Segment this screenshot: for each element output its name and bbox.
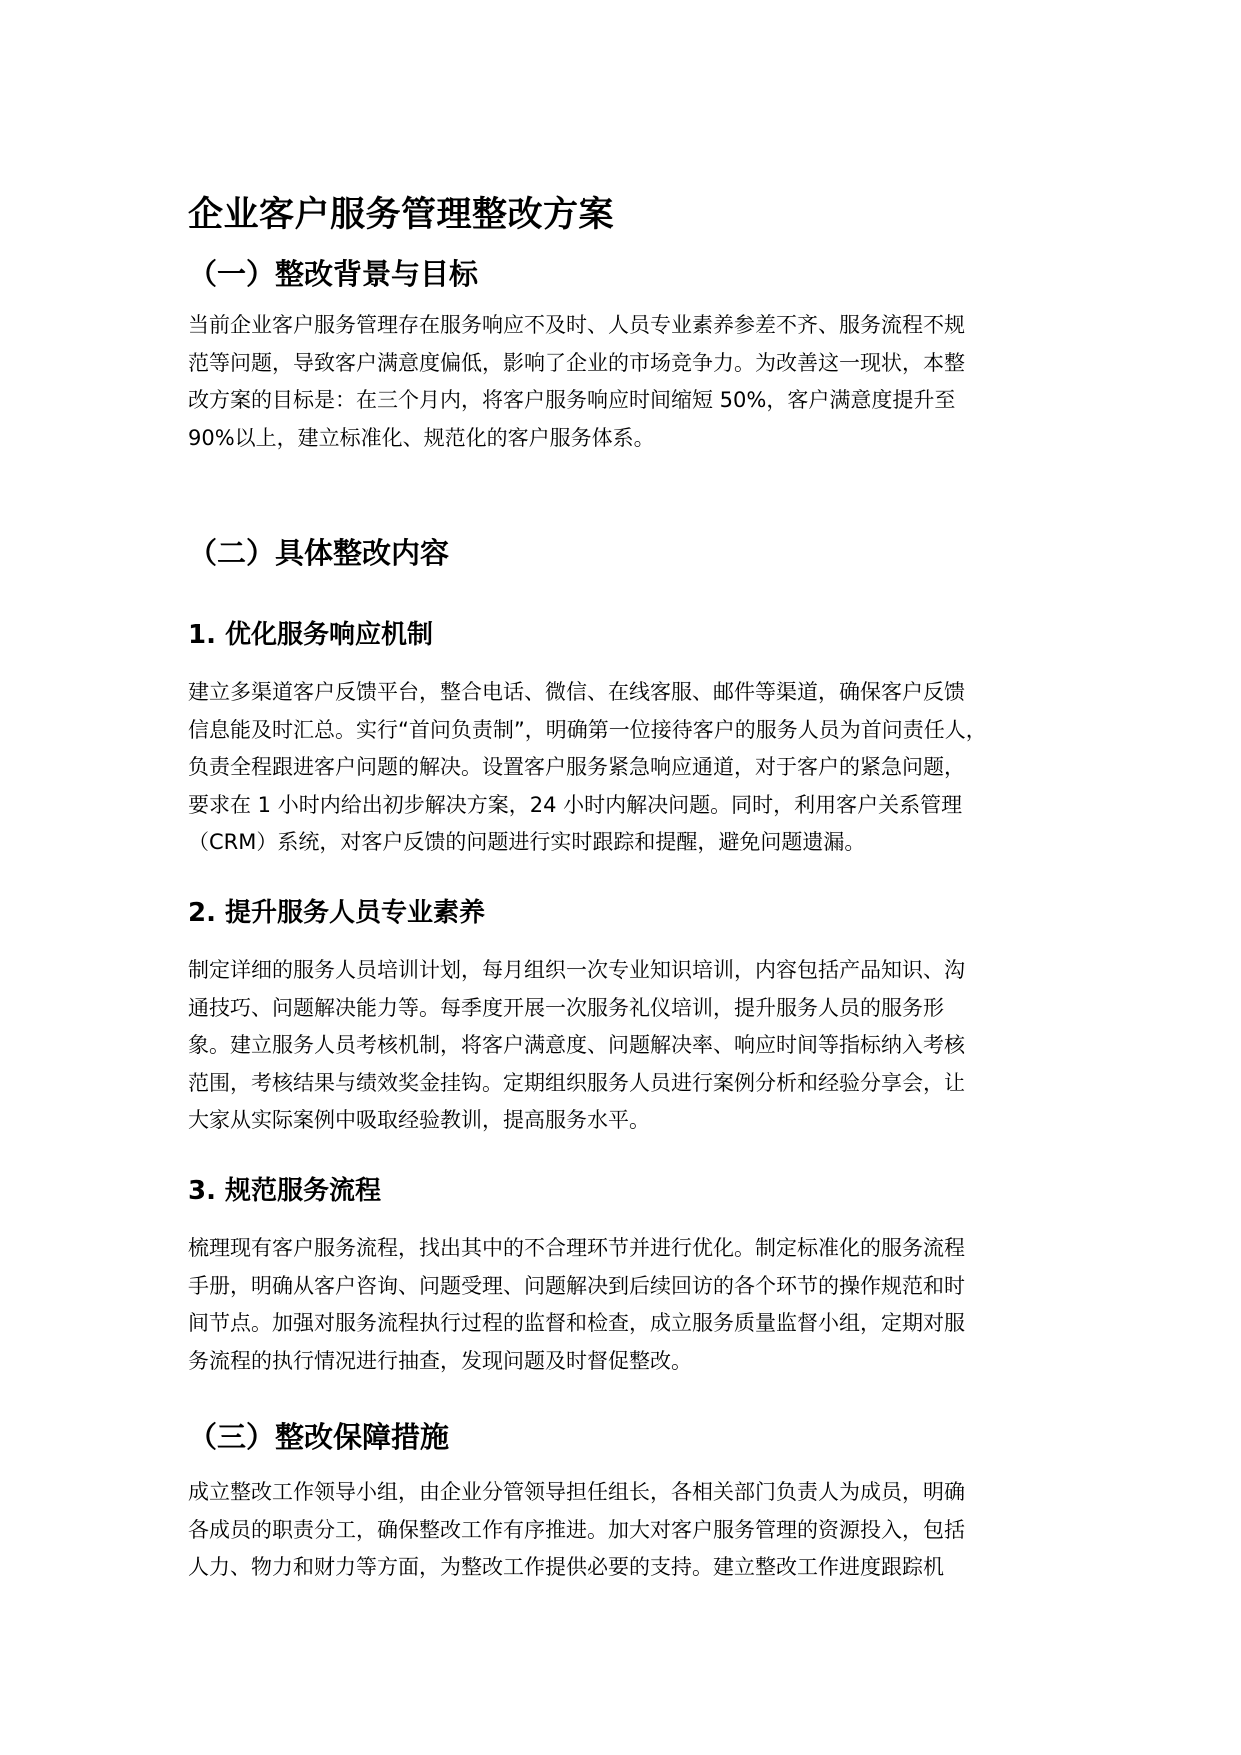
paragraph-line: 建立多渠道客户反馈平台，整合电话、微信、在线客服、邮件等渠道，确保客户反馈 <box>188 680 965 704</box>
document-title: 企业客户服务管理整改方案 <box>188 195 615 235</box>
paragraph-line: 通技巧、问题解决能力等。每季度开展一次服务礼仪培训，提升服务人员的服务形 <box>188 995 944 1020</box>
paragraph-line: 成立整改工作领导小组，由企业分管领导担任组长，各相关部门负责人为成员，明确 <box>188 1480 965 1504</box>
paragraph-line: 大家从实际案例中吸取经验教训，提高服务水平。 <box>188 1108 650 1132</box>
paragraph-line: 当前企业客户服务管理存在服务响应不及时、人员专业素养参差不齐、服务流程不规 <box>188 313 965 337</box>
paragraph-line: 负责全程跟进客户问题的解决。设置客户服务紧急响应通道，对于客户的紧急问题， <box>188 755 965 779</box>
paragraph-line: 制定详细的服务人员培训计划，每月组织一次专业知识培训，内容包括产品知识、沟 <box>188 958 965 982</box>
section-heading-specific-content: （二）具体整改内容 <box>188 536 450 570</box>
paragraph-line: 改方案的目标是：在三个月内，将客户服务响应时间缩短 50%，客户满意度提升至 <box>188 388 956 412</box>
paragraph-line: 各成员的职责分工，确保整改工作有序推进。加大对客户服务管理的资源投入，包括 <box>188 1517 965 1542</box>
paragraph-line: 务流程的执行情况进行抽查，发现问题及时督促整改。 <box>188 1348 692 1373</box>
paragraph-background-goals <box>188 307 1068 457</box>
paragraph-line: （CRM）系统，对客户反馈的问题进行实时跟踪和提醒，避免问题遗漏。 <box>188 830 866 854</box>
paragraph-line: 范围，考核结果与绩效奖金挂钩。定期组织服务人员进行案例分析和经验分享会，让 <box>188 1070 965 1095</box>
subsection-heading-staff-training: 2. 提升服务人员专业素养 <box>188 898 486 928</box>
paragraph-line: 90%以上，建立标准化、规范化的客户服务体系。 <box>188 425 655 450</box>
subsection-heading-response-mechanism: 1. 优化服务响应机制 <box>188 620 434 650</box>
paragraph-line: 要求在 1 小时内给出初步解决方案，24 小时内解决问题。同时，利用客户关系管理 <box>188 792 963 817</box>
subsection-heading-service-process: 3. 规范服务流程 <box>188 1176 382 1206</box>
section-heading-background-goals: （一）整改背景与目标 <box>188 257 479 291</box>
paragraph-service-process <box>188 1230 1068 1380</box>
paragraph-line: 范等问题，导致客户满意度偏低，影响了企业的市场竞争力。为改善这一现状，本整 <box>188 350 965 375</box>
paragraph-line: 间节点。加强对服务流程执行过程的监督和检查，成立服务质量监督小组，定期对服 <box>188 1311 965 1335</box>
paragraph-safeguard-measures <box>188 1474 1068 1587</box>
paragraph-staff-training <box>188 952 1068 1140</box>
paragraph-line: 手册，明确从客户咨询、问题受理、问题解决到后续回访的各个环节的操作规范和时 <box>188 1273 965 1298</box>
section-heading-safeguard-measures: （三）整改保障措施 <box>188 1420 450 1454</box>
paragraph-response-mechanism <box>188 674 1068 862</box>
paragraph-line: 梳理现有客户服务流程，找出其中的不合理环节并进行优化。制定标准化的服务流程 <box>188 1236 965 1260</box>
paragraph-line: 象。建立服务人员考核机制，将客户满意度、问题解决率、响应时间等指标纳入考核 <box>188 1033 965 1057</box>
paragraph-line: 信息能及时汇总。实行“首问负责制”，明确第一位接待客户的服务人员为首问责任人， <box>188 717 987 742</box>
paragraph-line: 人力、物力和财力等方面，为整改工作提供必要的支持。建立整改工作进度跟踪机 <box>188 1555 944 1579</box>
